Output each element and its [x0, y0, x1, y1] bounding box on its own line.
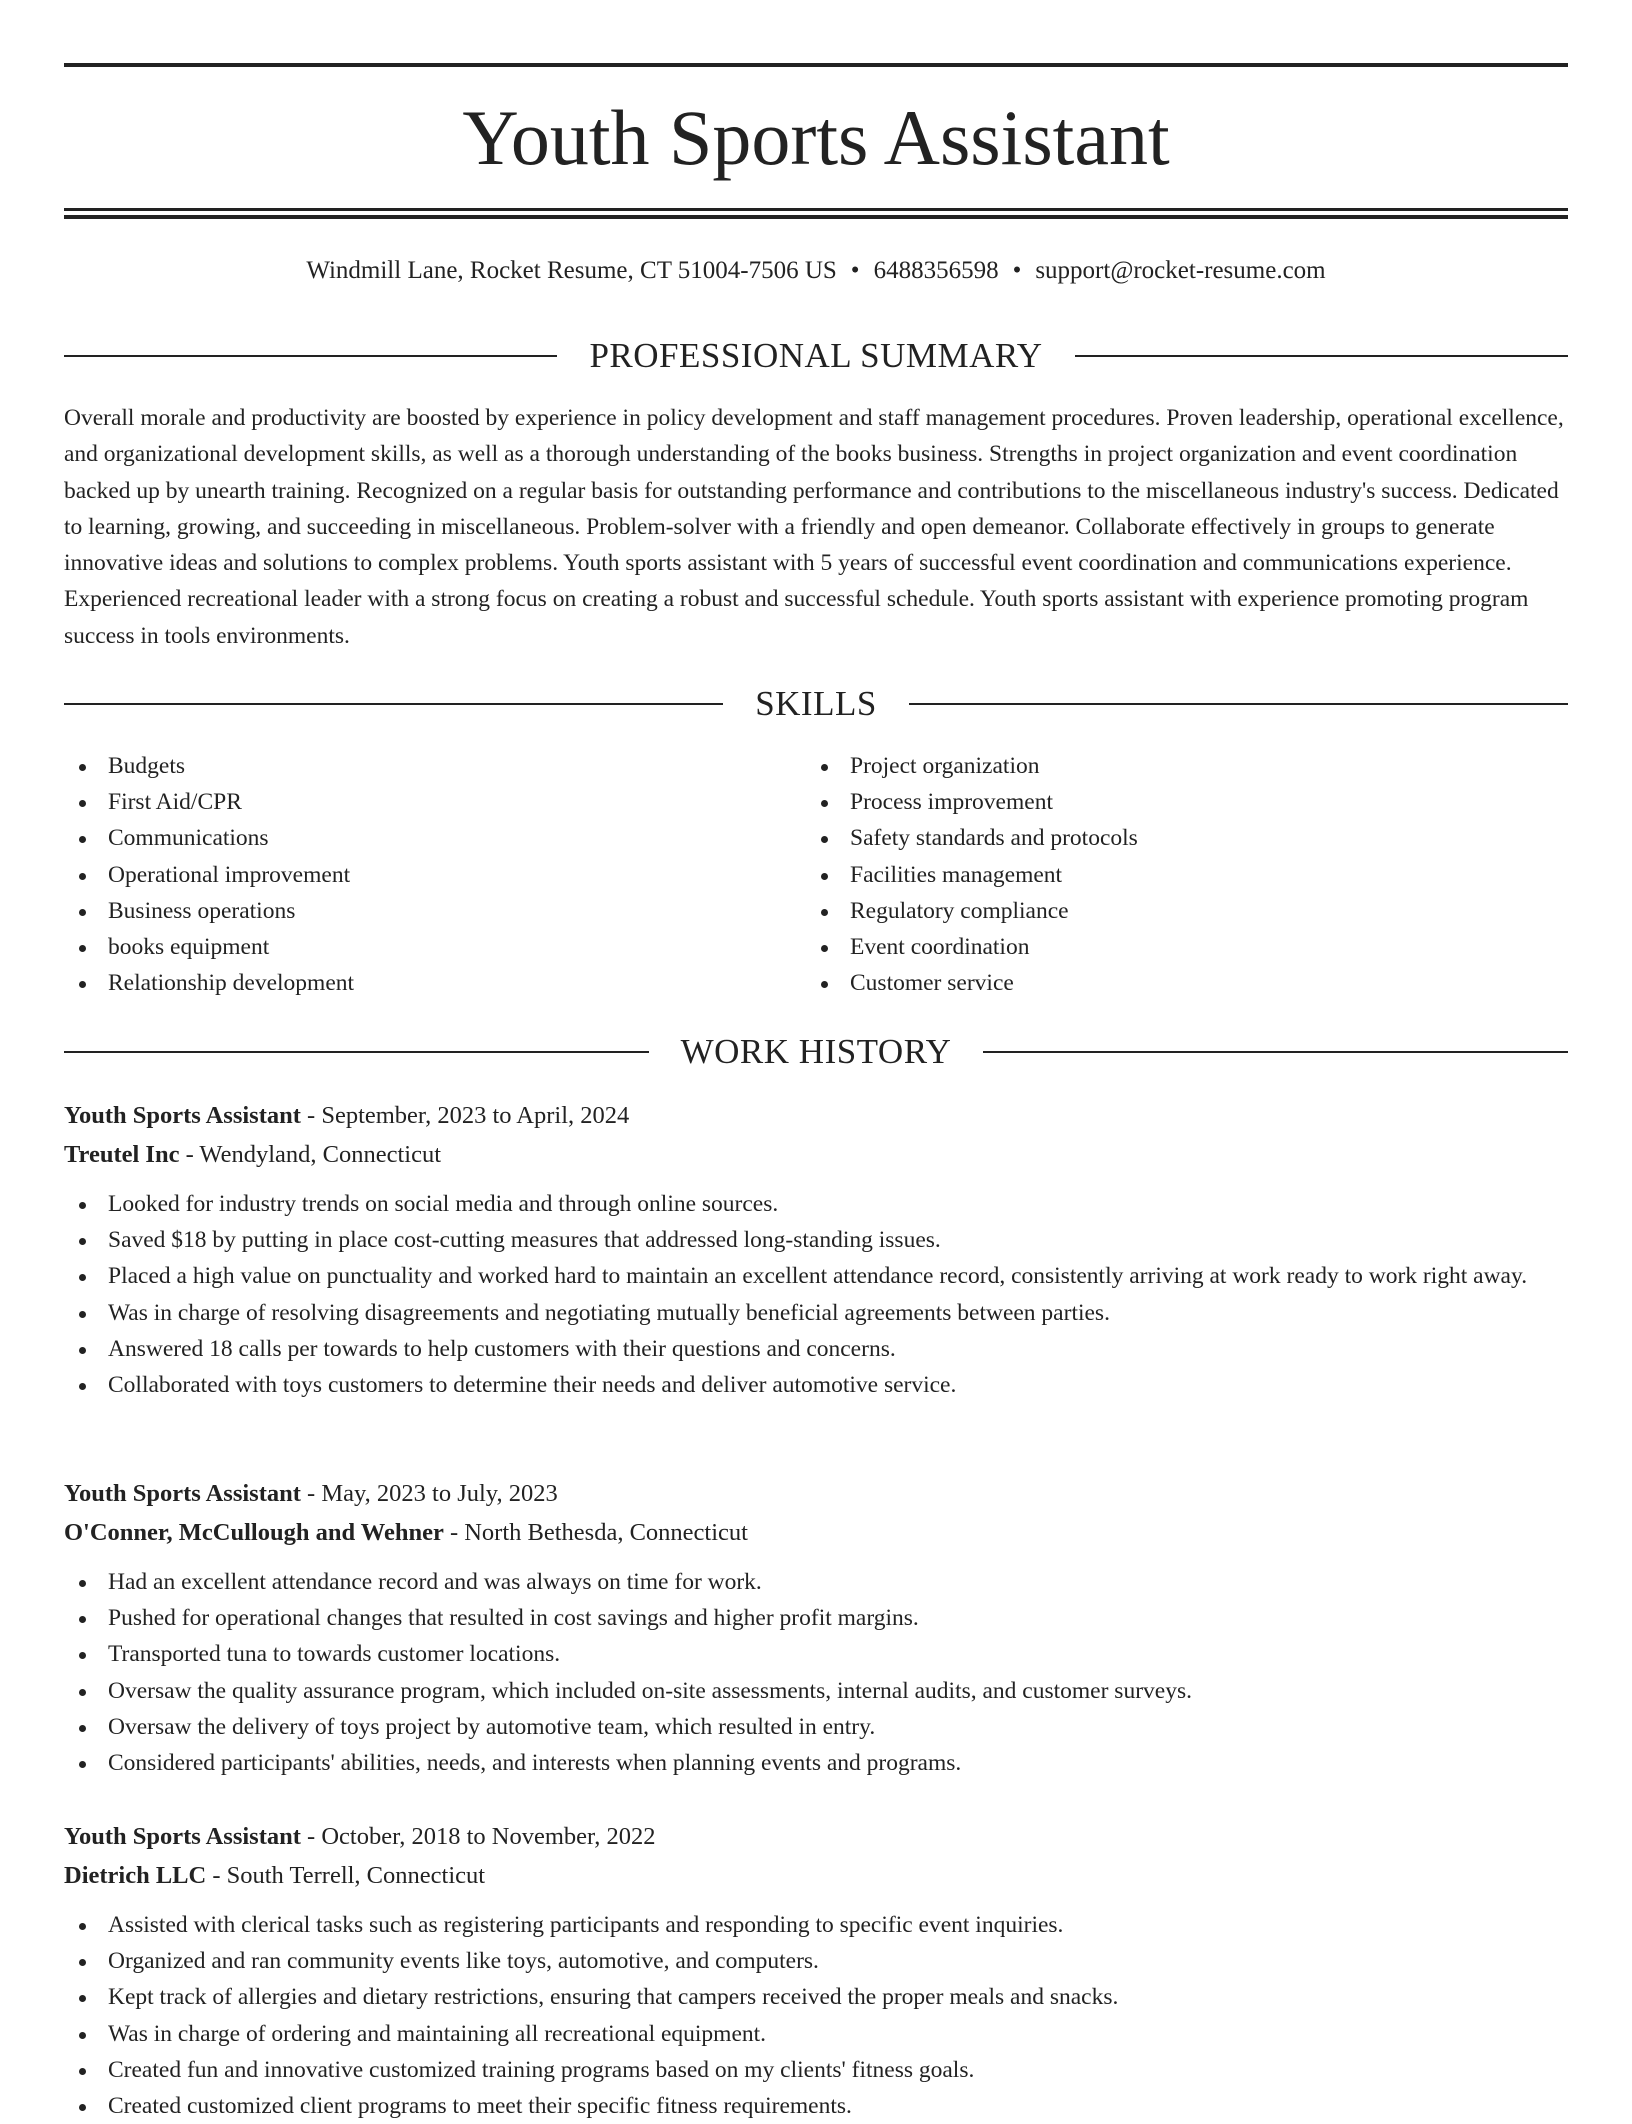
contact-separator: •	[850, 257, 860, 284]
section-rule-left	[64, 1051, 649, 1053]
job-title: Youth Sports Assistant	[64, 1102, 301, 1129]
section-rule-right	[909, 703, 1568, 705]
skill-item: Regulatory compliance	[806, 893, 1548, 929]
job-dates: - May, 2023 to July, 2023	[300, 1480, 558, 1507]
job-dates: - October, 2018 to November, 2022	[300, 1823, 656, 1850]
header-bottom-rule-1	[64, 208, 1568, 211]
job-entry	[64, 1474, 1568, 1781]
job-company: Treutel Inc	[64, 1141, 180, 1168]
job-location: - South Terrell, Connecticut	[206, 1862, 486, 1889]
job-bullet: Created customized client programs to meet their specific fitness requirements.	[64, 2088, 1568, 2124]
job-bullet: Organized and ran community events like toys, automotive, and computers.	[64, 1943, 1568, 1979]
job-entry	[64, 1817, 1568, 2124]
contact-email: support@rocket-resume.com	[1035, 257, 1326, 284]
job-location: - Wendyland, Connecticut	[179, 1141, 442, 1168]
skill-item: Process improvement	[806, 784, 1548, 820]
job-bullet: Oversaw the quality assurance program, which included on-site assessments, internal audits, and customer surveys.	[64, 1673, 1568, 1709]
skills-list	[64, 748, 1568, 1001]
job-bullet: Placed a high value on punctuality and worked hard to maintain an excellent attendance record, consistently arriving at work ready to work right away.	[64, 1258, 1568, 1294]
skills-column-right	[806, 748, 1548, 1001]
job-title: Youth Sports Assistant	[64, 1480, 301, 1507]
skill-item: Customer service	[806, 965, 1548, 1001]
summary-section-title: PROFESSIONAL SUMMARY	[589, 336, 1043, 375]
skill-item: Safety standards and protocols	[806, 820, 1548, 856]
job-bullets	[64, 1564, 1568, 1781]
section-rule-right	[983, 1051, 1568, 1053]
job-bullet: Was in charge of ordering and maintaining all recreational equipment.	[64, 2016, 1568, 2052]
job-bullet: Answered 18 calls per towards to help customers with their questions and concerns.	[64, 1331, 1568, 1367]
job-company: O'Conner, McCullough and Wehner	[64, 1519, 444, 1546]
skills-section-title: SKILLS	[755, 684, 877, 723]
skills-section-heading	[64, 682, 1568, 726]
job-entry	[64, 1096, 1568, 1403]
summary-text: Overall morale and productivity are boosted by experience in policy development and staff management procedures. Proven leadership, operational excellence, and organizational development skills, as well as a thorough understanding of the books business. Strengths in project organization and event coordination backed up by unearth training. Recognized on a regular basis for outstanding performance and contributions to the miscellaneous industry's success. Dedicated to learning, growing, and succeeding in miscellaneous. Problem-solver with a friendly and open demeanor. Collaborate effectively in groups to generate innovative ideas and solutions to complex problems. Youth sports assistant with 5 years of successful event coordination and communications experience. Experienced recreational leader with a strong focus on creating a robust and successful schedule. Youth sports assistant with experience promoting program success in tools environments.	[64, 405, 1564, 649]
section-rule-left	[64, 355, 557, 357]
job-bullet: Assisted with clerical tasks such as registering participants and responding to specific event inquiries.	[64, 1907, 1568, 1943]
job-bullet: Created fun and innovative customized training programs based on my clients' fitness goals.	[64, 2052, 1568, 2088]
contact-line	[64, 254, 1568, 288]
job-bullet: Had an excellent attendance record and was always on time for work.	[64, 1564, 1568, 1600]
contact-separator: •	[1012, 257, 1022, 284]
job-bullet: Pushed for operational changes that resulted in cost savings and higher profit margins.	[64, 1600, 1568, 1636]
skill-item: Business operations	[64, 893, 806, 929]
skill-item: Budgets	[64, 748, 806, 784]
skills-column-left	[64, 748, 806, 1001]
skill-item: First Aid/CPR	[64, 784, 806, 820]
contact-phone: 6488356598	[873, 257, 999, 284]
job-bullet: Oversaw the delivery of toys project by automotive team, which resulted in entry.	[64, 1709, 1568, 1745]
job-title-line	[64, 1474, 1568, 1513]
job-bullet: Considered participants' abilities, needs, and interests when planning events and programs.	[64, 1745, 1568, 1781]
skill-item: books equipment	[64, 929, 806, 965]
job-location: - North Bethesda, Connecticut	[443, 1519, 748, 1546]
job-bullets	[64, 1186, 1568, 1403]
skill-item: Facilities management	[806, 857, 1548, 893]
job-company-line	[64, 1856, 1568, 1895]
job-bullets	[64, 1907, 1568, 2124]
job-bullet: Looked for industry trends on social media and through online sources.	[64, 1186, 1568, 1222]
job-title: Youth Sports Assistant	[64, 1823, 301, 1850]
job-company: Dietrich LLC	[64, 1862, 207, 1889]
resume-name: Youth Sports Assistant	[462, 94, 1170, 181]
skill-item: Communications	[64, 820, 806, 856]
section-rule-right	[1075, 355, 1568, 357]
header-top-rule	[64, 63, 1568, 67]
job-bullet: Saved $18 by putting in place cost-cutting measures that addressed long-standing issues.	[64, 1222, 1568, 1258]
job-company-line	[64, 1513, 1568, 1552]
job-bullet: Kept track of allergies and dietary restrictions, ensuring that campers received the proper meals and snacks.	[64, 1979, 1568, 2015]
skill-item: Event coordination	[806, 929, 1548, 965]
work-history-section-heading	[64, 1030, 1568, 1074]
job-bullet: Transported tuna to towards customer locations.	[64, 1636, 1568, 1672]
contact-address: Windmill Lane, Rocket Resume, CT 51004-7506 US	[306, 257, 837, 284]
job-bullet: Collaborated with toys customers to determine their needs and deliver automotive service.	[64, 1367, 1568, 1403]
skill-item: Relationship development	[64, 965, 806, 1001]
job-dates: - September, 2023 to April, 2024	[300, 1102, 630, 1129]
job-title-line	[64, 1817, 1568, 1856]
work-history-section-title: WORK HISTORY	[680, 1032, 952, 1071]
job-bullet: Was in charge of resolving disagreements and negotiating mutually beneficial agreements between parties.	[64, 1295, 1568, 1331]
skill-item: Operational improvement	[64, 857, 806, 893]
section-rule-left	[64, 703, 723, 705]
skill-item: Project organization	[806, 748, 1548, 784]
header-bottom-rule-2	[64, 215, 1568, 219]
summary-section-heading	[64, 334, 1568, 378]
job-title-line	[64, 1096, 1568, 1135]
job-company-line	[64, 1135, 1568, 1174]
